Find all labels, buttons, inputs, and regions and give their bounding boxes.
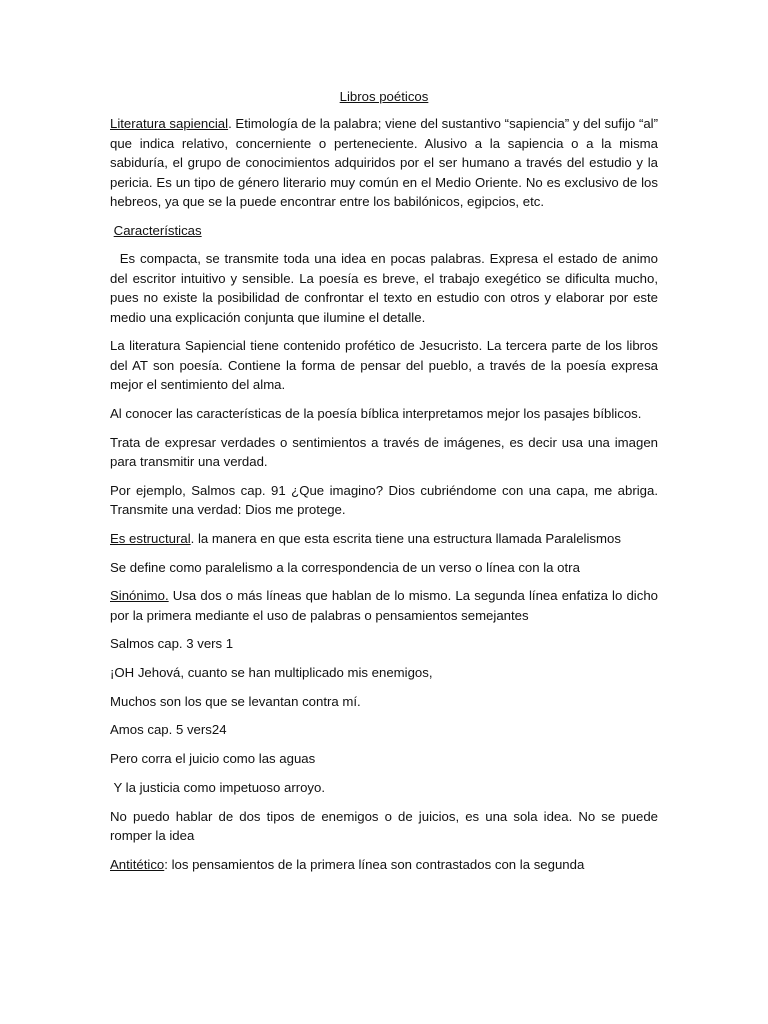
paragraph-ejemplo-salmos: Por ejemplo, Salmos cap. 91 ¿Que imagino? Dios cubriéndome con una capa, me abriga. Transmite una verdad: Dios me protege. xyxy=(110,482,658,518)
paragraph-text: Es compacta, se transmite toda una idea en pocas palabras. Expresa el estado de animo del escritor intuitivo y sensible. La poesía es breve, el trabajo exegético se dificulta mucho, pues no existe la posibilidad de confrontar el texto en estudio con otros y elaborar por este medio una explicación conjunta que ilumine el detalle. xyxy=(110,251,659,325)
paragraph-text: Y la justicia como impetuoso arroyo. xyxy=(113,779,326,795)
term-literatura-sapiencial: Literatura sapiencial xyxy=(110,116,229,132)
term-antitetico: Antitético xyxy=(110,856,165,872)
paragraph-text: Usa dos o más líneas que hablan de lo mismo. La segunda línea enfatiza lo dicho por la primera mediante el uso de palabras o pensamientos semejantes xyxy=(110,588,658,623)
paragraph-text: . la manera en que esta escrita tiene una estructura llamada Paralelismos xyxy=(190,530,621,546)
verse-line: ¡OH Jehová, cuanto se han multiplicado mis enemigos, xyxy=(110,665,433,681)
paragraph-sinonimo xyxy=(110,586,658,625)
document-page xyxy=(110,87,658,883)
paragraph-compacta xyxy=(110,249,658,327)
heading-caracteristicas-label: Características xyxy=(113,222,202,238)
paragraph-contenido-profetico: La literatura Sapiencial tiene contenido profético de Jesucristo. La tercera parte de los libros del AT son poesía. Contiene la forma de pensar del pueblo, a través de la poesía expresa mejor el sentimiento del alma. xyxy=(110,338,658,393)
paragraph-literatura-sapiencial xyxy=(110,114,658,211)
heading-caracteristicas xyxy=(110,221,658,240)
paragraph-estructural xyxy=(110,529,658,548)
verse-line: Muchos son los que se levantan contra mí. xyxy=(110,693,361,709)
paragraph-caracteristicas-poesia: Al conocer las características de la poesía bíblica interpretamos mejor los pasajes bíblicos. xyxy=(110,405,642,421)
verse-line xyxy=(110,778,658,797)
verse-line: Pero corra el juicio como las aguas xyxy=(110,751,316,767)
verse-reference: Amos cap. 5 vers24 xyxy=(110,722,227,738)
paragraph-imagenes: Trata de expresar verdades o sentimientos a través de imágenes, es decir usa una imagen para transmitir una verdad. xyxy=(110,434,658,469)
paragraph-text: : los pensamientos de la primera línea son contrastados con la segunda xyxy=(164,856,585,872)
paragraph-text: . Etimología de la palabra; viene del sustantivo “sapiencia” y del sufijo “al” que indica relativo, concerniente o perteneciente. Alusivo a la sapiencia o a la misma sabiduría, el grupo de conocimientos adquiridos por el ser humano a través del estudio y la pericia. Es un tipo de género literario muy común en el Medio Oriente. No es exclusivo de los hebreos, ya que se la puede encontrar entre los babilónicos, egipcios, etc. xyxy=(110,116,658,210)
term-es-estructural: Es estructural xyxy=(110,530,191,546)
verse-reference: Salmos cap. 3 vers 1 xyxy=(110,636,234,652)
term-sinonimo: Sinónimo. xyxy=(110,588,169,604)
paragraph-una-sola-idea: No puedo hablar de dos tipos de enemigos o de juicios, es una sola idea. No se puede romper la idea xyxy=(110,808,658,843)
paragraph-antitetico xyxy=(110,855,658,874)
page-title: Libros poéticos xyxy=(339,89,429,104)
paragraph-paralelismo: Se define como paralelismo a la correspondencia de un verso o línea con la otra xyxy=(110,559,580,575)
